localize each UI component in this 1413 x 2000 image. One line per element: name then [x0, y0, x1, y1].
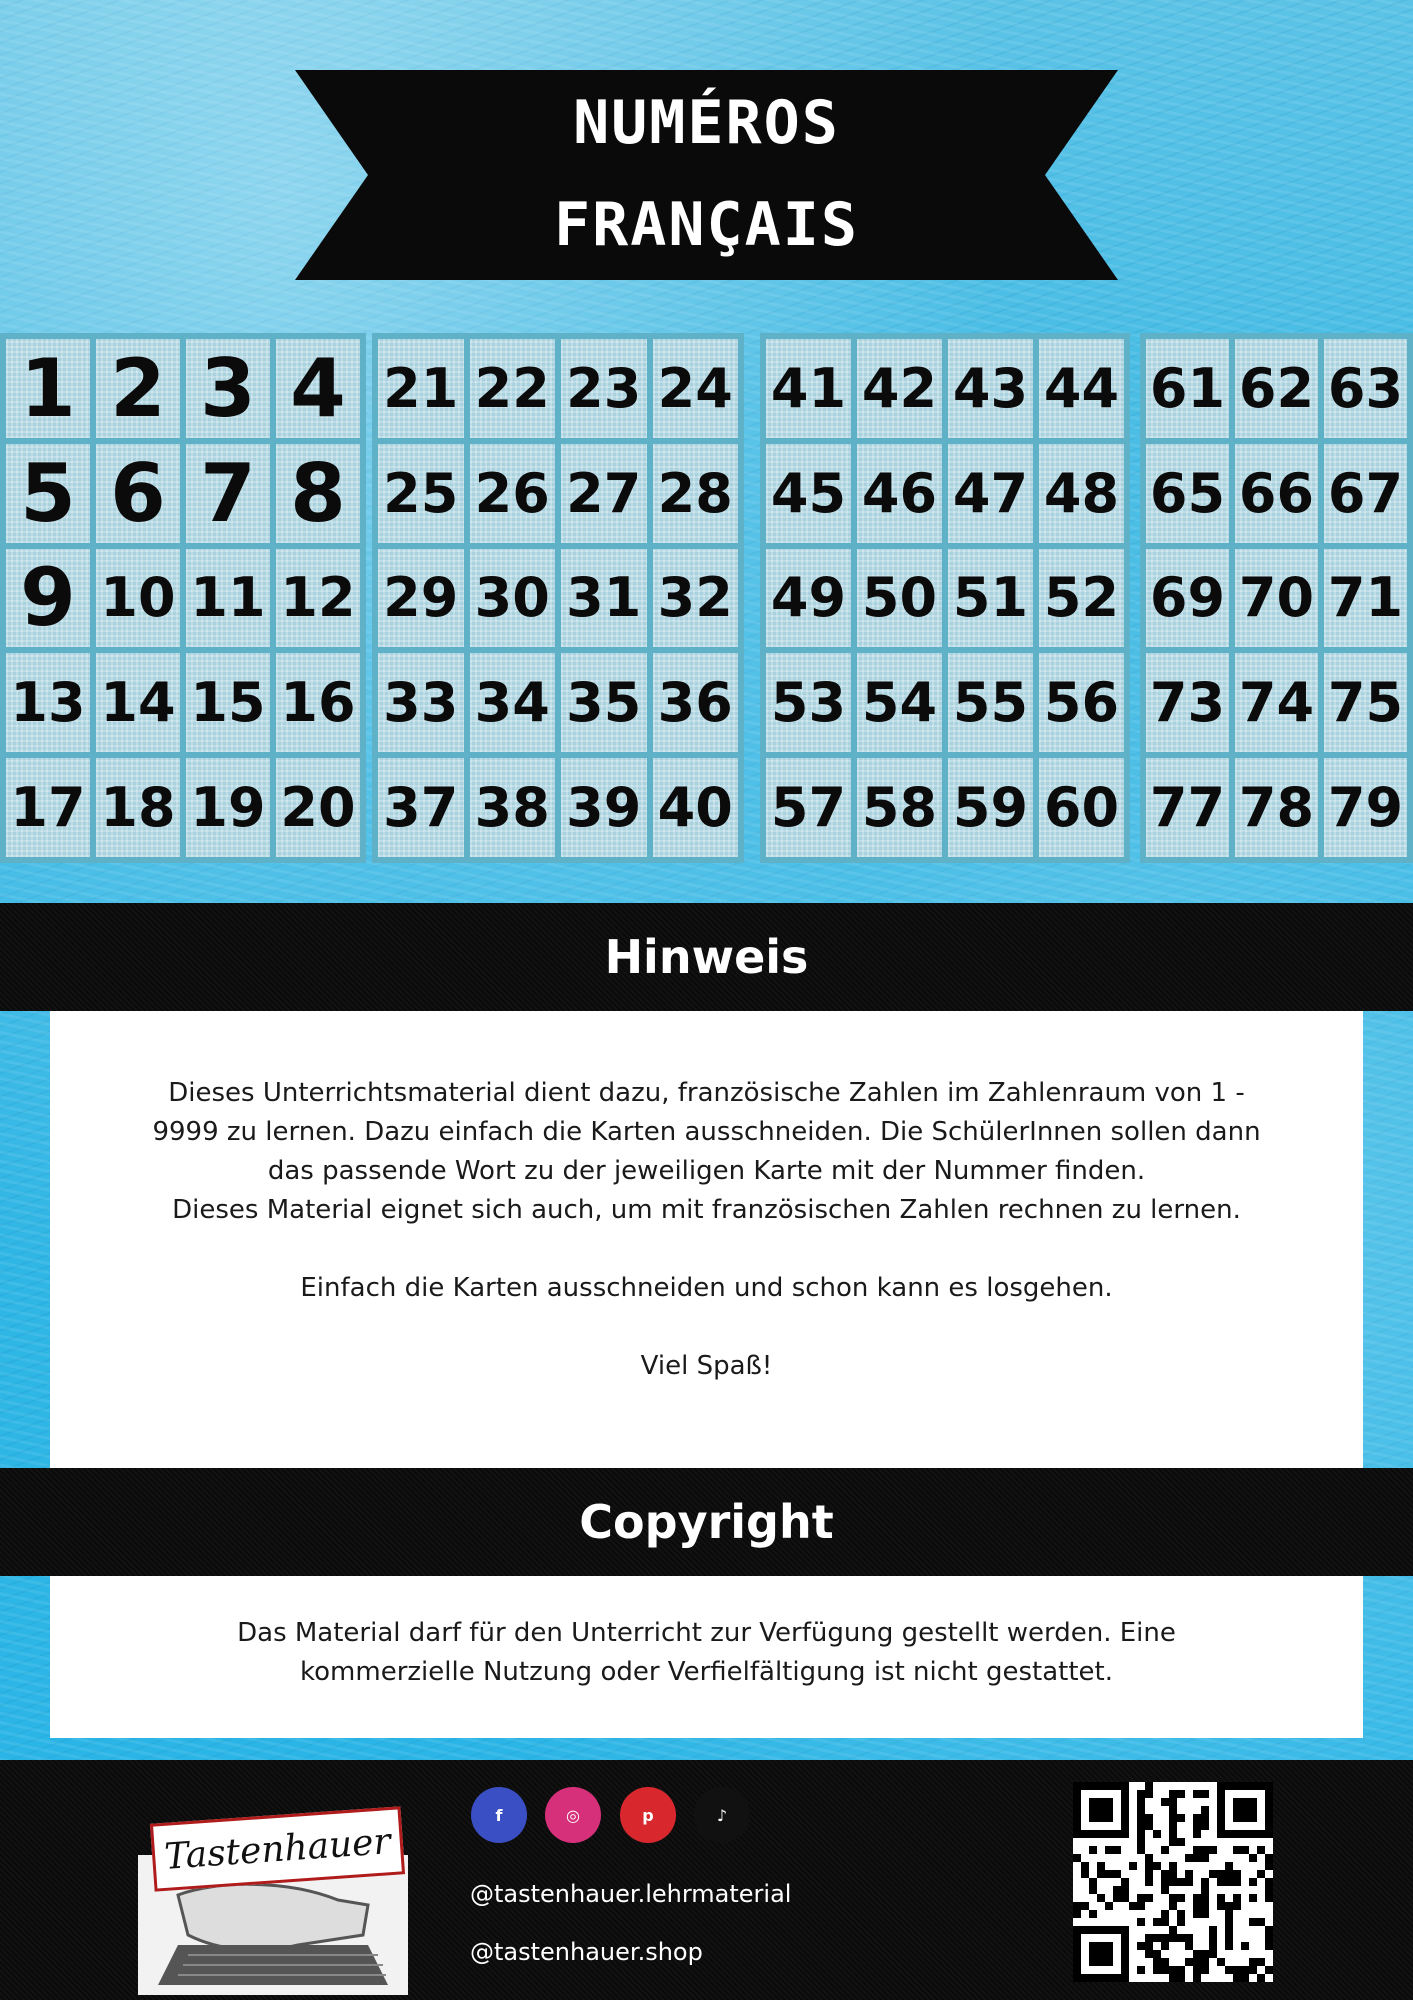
number-card: 58 [857, 758, 942, 857]
number-card: 22 [470, 339, 556, 438]
number-card: 27 [561, 444, 647, 543]
hinweis-line-1: Dieses Unterrichtsmaterial dient dazu, französische Zahlen im Zahlenraum von 1 - [168, 1078, 1245, 1108]
number-card: 75 [1324, 653, 1407, 752]
number-card: 25 [378, 444, 464, 543]
number-card: 6 [96, 444, 180, 543]
number-card: 36 [653, 653, 739, 752]
number-card: 61 [1146, 339, 1229, 438]
number-block [760, 333, 1130, 863]
number-card: 28 [653, 444, 739, 543]
number-card: 31 [561, 549, 647, 648]
hinweis-line-5: Einfach die Karten ausschneiden und schon kann es losgehen. [300, 1273, 1113, 1303]
number-card: 1 [6, 339, 90, 438]
number-card: 14 [96, 653, 180, 752]
copyright-line-1: Das Material darf für den Unterricht zur Verfügung gestellt werden. Eine [237, 1618, 1176, 1648]
instagram-icon[interactable] [545, 1787, 601, 1843]
hinweis-line-6: Viel Spaß! [640, 1351, 773, 1381]
number-grid [0, 333, 1413, 863]
hinweis-panel [50, 1011, 1363, 1468]
number-card: 48 [1039, 444, 1124, 543]
number-card: 70 [1235, 549, 1318, 648]
instagram-glyph: ◎ [566, 1805, 580, 1825]
copyright-line-2: kommerzielle Nutzung oder Verfielfältigung ist nicht gestattet. [300, 1657, 1113, 1687]
number-card: 69 [1146, 549, 1229, 648]
number-card: 11 [186, 549, 270, 648]
number-card: 29 [378, 549, 464, 648]
number-card: 34 [470, 653, 556, 752]
number-card: 5 [6, 444, 90, 543]
number-card: 16 [276, 653, 360, 752]
number-card: 44 [1039, 339, 1124, 438]
handle-shop[interactable]: @tastenhauer.shop [470, 1938, 703, 1966]
hinweis-line-4: Dieses Material eignet sich auch, um mit französischen Zahlen rechnen zu lernen. [172, 1195, 1241, 1225]
title-line-2: FRANÇAIS [554, 190, 859, 260]
number-card: 46 [857, 444, 942, 543]
number-card: 50 [857, 549, 942, 648]
qr-code[interactable] [1073, 1782, 1273, 1982]
number-card: 10 [96, 549, 180, 648]
number-card: 2 [96, 339, 180, 438]
hinweis-heading: Hinweis [0, 903, 1413, 1011]
number-card: 20 [276, 758, 360, 857]
number-card: 71 [1324, 549, 1407, 648]
pinterest-glyph: p [642, 1805, 654, 1825]
number-card: 59 [948, 758, 1033, 857]
number-card: 32 [653, 549, 739, 648]
facebook-icon[interactable] [471, 1787, 527, 1843]
number-card: 62 [1235, 339, 1318, 438]
number-card: 47 [948, 444, 1033, 543]
number-block [0, 333, 366, 863]
handle-lehrmaterial[interactable]: @tastenhauer.lehrmaterial [470, 1880, 792, 1908]
number-card: 42 [857, 339, 942, 438]
number-card: 12 [276, 549, 360, 648]
number-card: 63 [1324, 339, 1407, 438]
number-card: 51 [948, 549, 1033, 648]
number-card: 39 [561, 758, 647, 857]
number-card: 56 [1039, 653, 1124, 752]
facebook-glyph: f [495, 1805, 503, 1825]
number-block [1140, 333, 1413, 863]
number-card: 26 [470, 444, 556, 543]
number-card: 17 [6, 758, 90, 857]
number-card: 37 [378, 758, 464, 857]
number-card: 9 [6, 549, 90, 648]
number-card: 54 [857, 653, 942, 752]
tastenhauer-logo [138, 1785, 408, 1995]
title-line-1: NUMÉROS [573, 88, 840, 158]
number-card: 35 [561, 653, 647, 752]
footer [0, 1760, 1413, 2000]
number-card: 43 [948, 339, 1033, 438]
number-card: 78 [1235, 758, 1318, 857]
copyright-heading: Copyright [0, 1468, 1413, 1576]
number-card: 19 [186, 758, 270, 857]
number-card: 73 [1146, 653, 1229, 752]
number-card: 24 [653, 339, 739, 438]
number-card: 66 [1235, 444, 1318, 543]
number-card: 38 [470, 758, 556, 857]
title-banner [295, 70, 1118, 280]
number-card: 55 [948, 653, 1033, 752]
tiktok-glyph: ♪ [716, 1805, 728, 1825]
hinweis-line-3: das passende Wort zu der jeweiligen Karte mit der Nummer finden. [267, 1156, 1146, 1186]
number-card: 45 [766, 444, 851, 543]
copyright-panel [50, 1576, 1363, 1738]
number-card: 60 [1039, 758, 1124, 857]
number-card: 15 [186, 653, 270, 752]
number-card: 18 [96, 758, 180, 857]
qr-code-icon [1073, 1782, 1273, 1982]
number-card: 65 [1146, 444, 1229, 543]
number-card: 49 [766, 549, 851, 648]
pinterest-icon[interactable] [620, 1787, 676, 1843]
number-card: 57 [766, 758, 851, 857]
number-card: 13 [6, 653, 90, 752]
number-card: 67 [1324, 444, 1407, 543]
number-card: 77 [1146, 758, 1229, 857]
number-card: 7 [186, 444, 270, 543]
number-card: 52 [1039, 549, 1124, 648]
number-card: 23 [561, 339, 647, 438]
number-card: 53 [766, 653, 851, 752]
hinweis-line-2: 9999 zu lernen. Dazu einfach die Karten ausschneiden. Die SchülerInnen sollen dann [152, 1117, 1261, 1147]
number-card: 3 [186, 339, 270, 438]
number-block [372, 333, 744, 863]
number-card: 40 [653, 758, 739, 857]
number-card: 8 [276, 444, 360, 543]
number-card: 41 [766, 339, 851, 438]
number-card: 21 [378, 339, 464, 438]
number-card: 79 [1324, 758, 1407, 857]
number-card: 33 [378, 653, 464, 752]
logo-card: Tastenhauer [150, 1806, 405, 1891]
number-card: 30 [470, 549, 556, 648]
number-card: 74 [1235, 653, 1318, 752]
number-card: 4 [276, 339, 360, 438]
tiktok-icon[interactable] [694, 1787, 750, 1843]
